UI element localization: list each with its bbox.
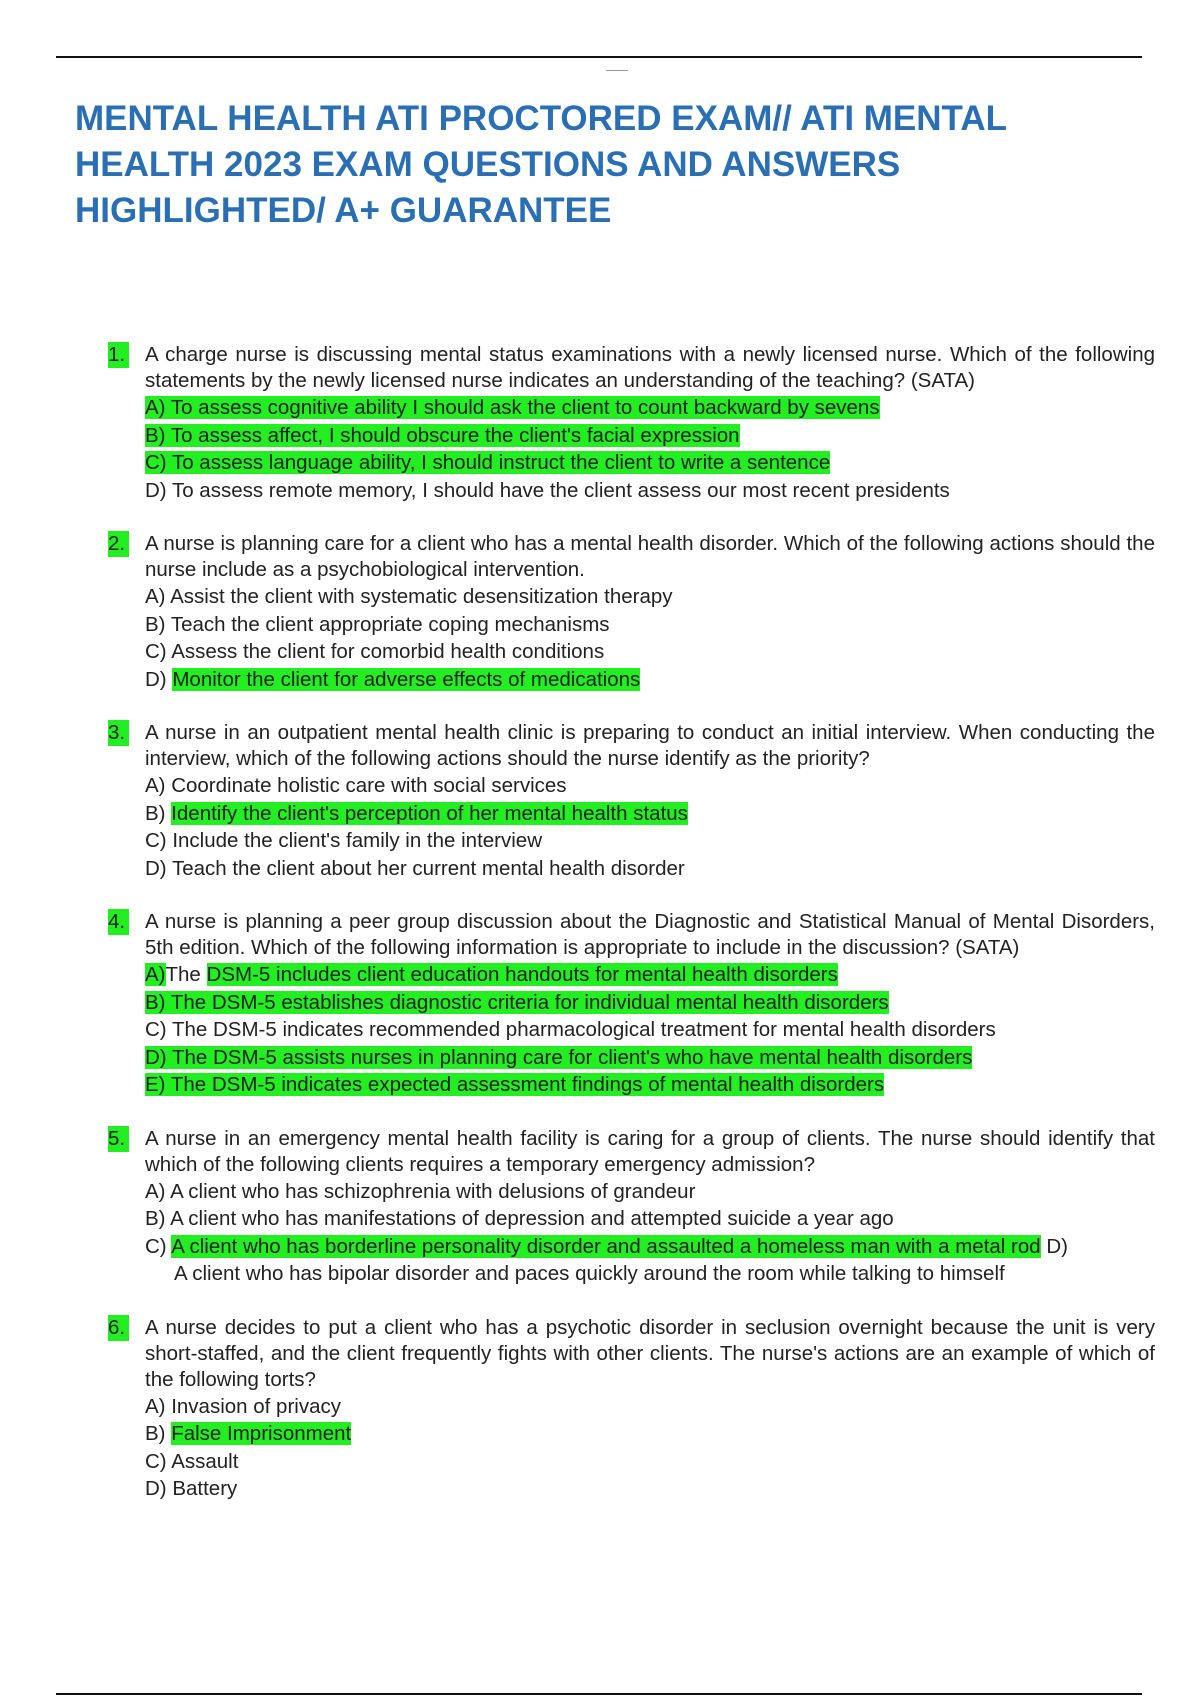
question-text: A nurse in an outpatient mental health clinic is preparing to conduct an initial interview. When conducting the interview, which of the following actions should the nurse identify as the priority? bbox=[145, 721, 1155, 770]
answer-option bbox=[145, 422, 1155, 450]
question-number: 5. bbox=[108, 1126, 129, 1152]
correct-answer-highlight: C) To assess language ability, I should instruct the client to write a sentence bbox=[145, 451, 831, 474]
answer-option bbox=[145, 1233, 1155, 1261]
top-rule bbox=[56, 56, 1142, 58]
correct-answer-highlight: E) The DSM-5 indicates expected assessment findings of mental health disorders bbox=[145, 1073, 885, 1096]
answer-option: A) Assist the client with systematic desensitization therapy bbox=[145, 585, 673, 608]
answer-option bbox=[145, 449, 1155, 477]
answer-option: B) A client who has manifestations of depression and attempted suicide a year ago bbox=[145, 1207, 894, 1230]
answer-option: D) Battery bbox=[145, 1477, 238, 1500]
correct-answer-highlight: DSM-5 includes client education handouts for mental health disorders bbox=[206, 963, 838, 986]
option-letter: D) bbox=[1046, 1234, 1069, 1258]
answer-option bbox=[145, 961, 1155, 989]
question-text: A nurse in an emergency mental health facility is caring for a group of clients. The nurse should identify that which of the following clients requires a temporary emergency admission? bbox=[145, 1126, 1155, 1176]
answer-option: C) Include the client's family in the interview bbox=[145, 829, 542, 852]
answer-option: D) To assess remote memory, I should have the client assess our most recent presidents bbox=[145, 478, 950, 502]
option-letter: D) bbox=[145, 667, 167, 691]
question-2 bbox=[0, 531, 1200, 693]
bottom-rule bbox=[56, 1693, 1142, 1695]
question-list bbox=[0, 342, 1200, 1530]
answer-option bbox=[145, 394, 1155, 422]
correct-answer-highlight: False Imprisonment bbox=[171, 1422, 352, 1445]
answer-option: A) A client who has schizophrenia with delusions of grandeur bbox=[145, 1179, 696, 1203]
correct-answer-highlight: B) The DSM-5 establishes diagnostic criteria for individual mental health disorders bbox=[145, 990, 889, 1014]
option-letter: B) bbox=[145, 1422, 166, 1445]
question-text: A nurse is planning care for a client who has a mental health disorder. Which of the following actions should the nurse include as a psychobiological intervention. bbox=[145, 532, 1155, 581]
correct-answer-highlight: A client who has borderline personality disorder and assaulted a homeless man with a metal rod bbox=[171, 1234, 1041, 1258]
question-text: A nurse is planning a peer group discussion about the Diagnostic and Statistical Manual of Mental Disorders, 5th edition. Which of the following information is appropriate to include in the discussion? (SATA) bbox=[145, 910, 1155, 959]
question-5 bbox=[0, 1126, 1200, 1288]
answer-option bbox=[145, 1420, 1155, 1448]
question-1 bbox=[0, 342, 1200, 504]
correct-answer-highlight: Monitor the client for adverse effects of medications bbox=[172, 667, 641, 691]
header-mark bbox=[606, 70, 628, 71]
question-number: 1. bbox=[108, 342, 129, 368]
question-text: A charge nurse is discussing mental status examinations with a newly licensed nurse. Which of the following statements by the newly licensed nurse indicates an understanding of the teaching? (SATA) bbox=[145, 343, 1155, 392]
question-6 bbox=[0, 1315, 1200, 1503]
option-lead: The bbox=[165, 963, 201, 986]
question-4 bbox=[0, 909, 1200, 1099]
answer-option: B) Teach the client appropriate coping mechanisms bbox=[145, 612, 610, 636]
question-number: 6. bbox=[108, 1315, 129, 1341]
option-letter: B) bbox=[145, 801, 166, 825]
answer-option: D) Teach the client about her current mental health disorder bbox=[145, 856, 685, 880]
answer-option bbox=[145, 800, 1155, 828]
answer-option: C) The DSM-5 indicates recommended pharmacological treatment for mental health disorders bbox=[145, 1018, 996, 1041]
correct-answer-highlight: Identify the client's perception of her mental health status bbox=[171, 801, 688, 825]
question-text: A nurse decides to put a client who has a psychotic disorder in seclusion overnight because the unit is very short-staffed, and the client frequently fights with other clients. The nurse's actions are an example of which of the following torts? bbox=[145, 1315, 1155, 1391]
question-3 bbox=[0, 720, 1200, 882]
answer-option bbox=[145, 1044, 1155, 1072]
answer-option: A client who has bipolar disorder and paces quickly around the room while talking to himself bbox=[174, 1262, 1005, 1285]
answer-option: A) Invasion of privacy bbox=[145, 1394, 341, 1418]
correct-answer-highlight: B) To assess affect, I should obscure the client's facial expression bbox=[145, 423, 740, 447]
correct-answer-highlight: D) The DSM-5 assists nurses in planning care for client's who have mental health disorders bbox=[145, 1045, 973, 1069]
answer-option bbox=[145, 989, 1155, 1017]
answer-option bbox=[145, 1071, 1155, 1099]
document-title: MENTAL HEALTH ATI PROCTORED EXAM// ATI MENTAL HEALTH 2023 EXAM QUESTIONS AND ANSWERS HIGHLIGHTED/ A+ GUARANTEE bbox=[75, 99, 1007, 230]
question-number: 4. bbox=[108, 909, 129, 935]
answer-option: A) Coordinate holistic care with social services bbox=[145, 774, 567, 797]
option-letter: A) bbox=[145, 963, 166, 986]
correct-answer-highlight: A) To assess cognitive ability I should ask the client to count backward by sevens bbox=[145, 396, 880, 419]
question-number: 3. bbox=[108, 720, 129, 746]
answer-option: C) Assess the client for comorbid health conditions bbox=[145, 640, 605, 663]
question-number: 2. bbox=[108, 531, 129, 557]
answer-option: C) Assault bbox=[145, 1449, 239, 1473]
answer-option bbox=[145, 666, 1155, 694]
option-letter: C) bbox=[145, 1234, 167, 1258]
